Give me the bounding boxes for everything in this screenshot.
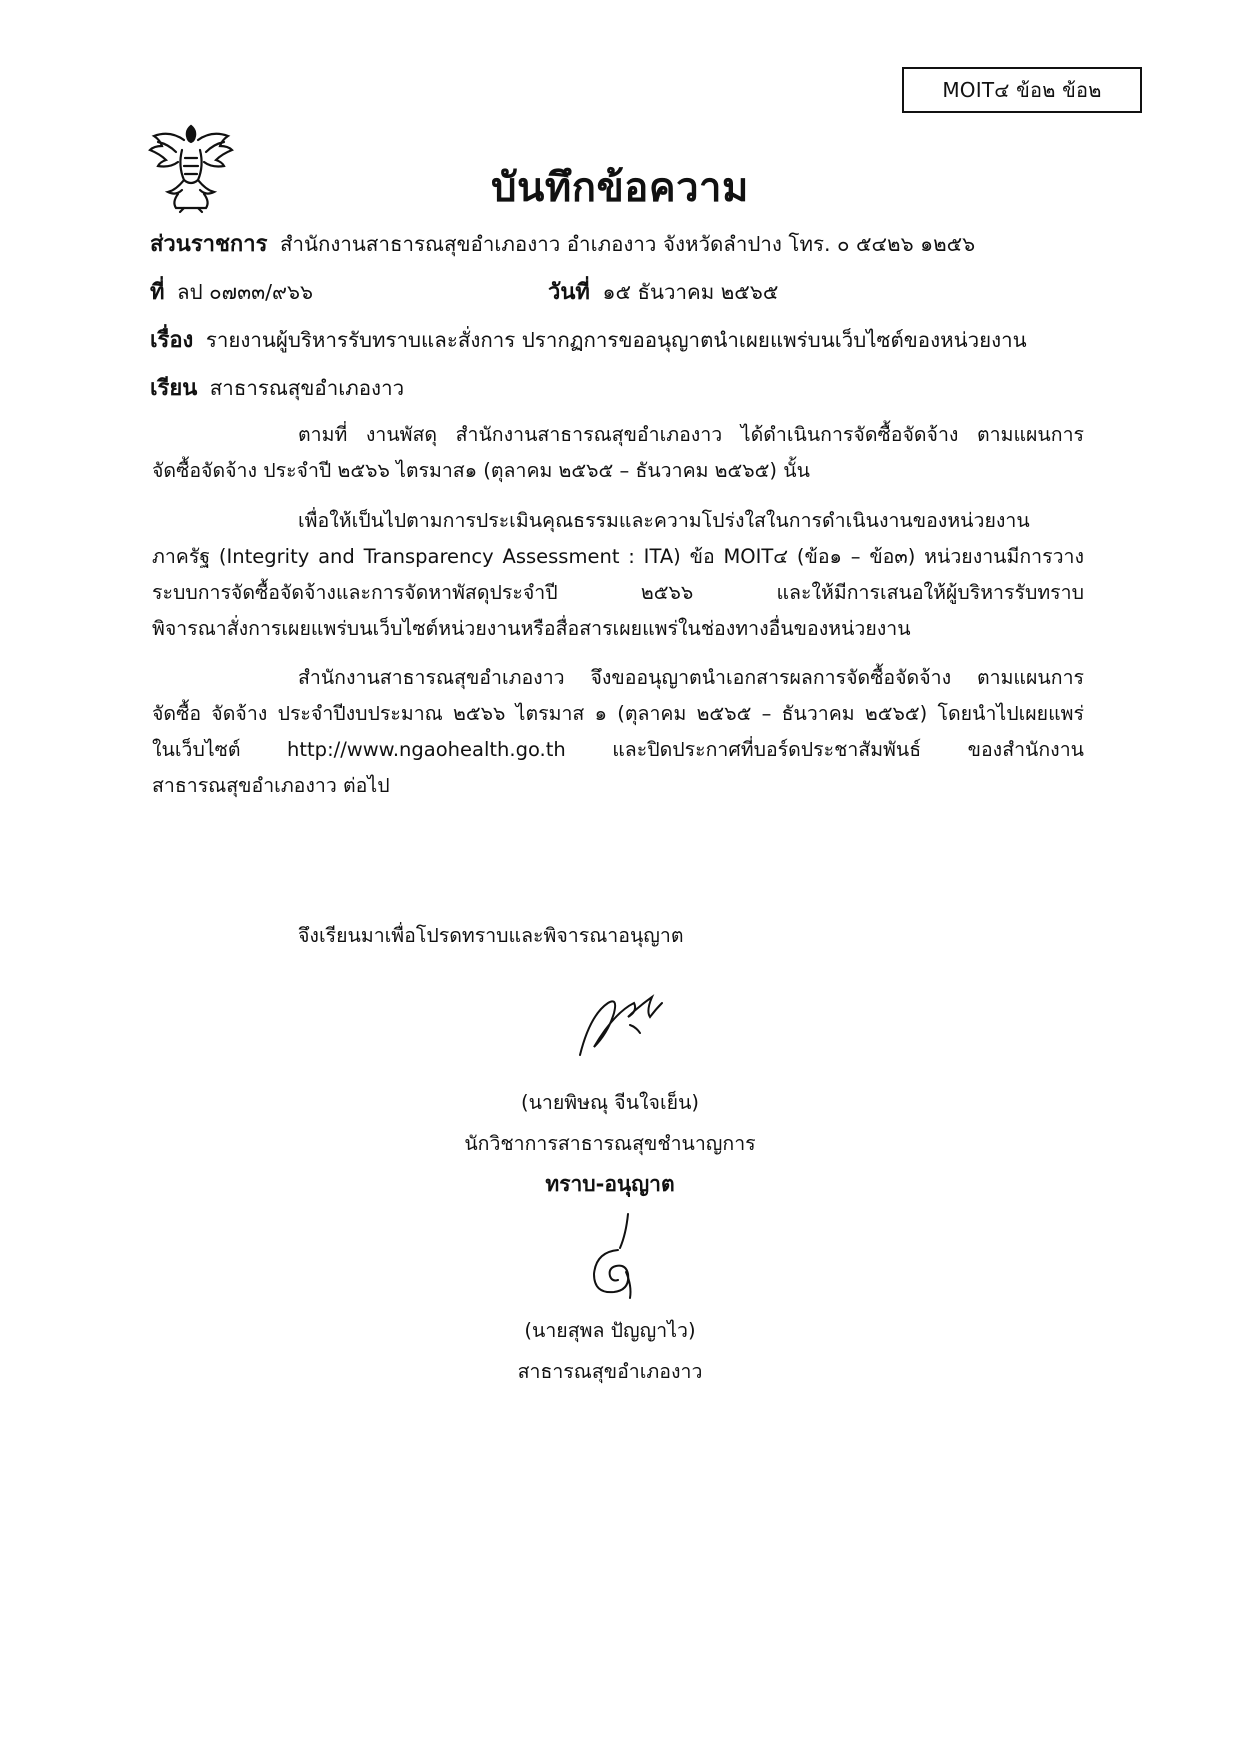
signature-1 [570, 985, 680, 1065]
paragraph-line: ตามที่ งานพัสดุ สำนักงานสาธารณสุขอำเภองาว ได้ดำเนินการจัดซื้อจัดจ้าง ตามแผนการ [298, 423, 1084, 446]
paragraph-line: เพื่อให้เป็นไปตามการประเมินคุณธรรมและความโปร่งใสในการดำเนินงานของหน่วยงาน [298, 509, 1030, 532]
date-line [548, 274, 778, 309]
approval-note: ทราบ-อนุญาต [545, 1172, 675, 1196]
signer-1-position: นักวิชาการสาธารณสุขชำนาญการ [464, 1132, 756, 1155]
salutation-value: สาธารณสุขอำเภองาว [209, 376, 405, 400]
reference-code: MOIT๔ ข้อ๒ ข้อ๒ [942, 78, 1102, 102]
signer-1-block [440, 1082, 780, 1205]
date-value: ๑๕ ธันวาคม ๒๕๖๕ [602, 280, 779, 304]
paragraph-line: ภาครัฐ (Integrity and Transparency Assessment : ITA) ข้อ MOIT๔ (ข้อ๑ – ข้อ๓) หน่วยงานมีการวาง [152, 545, 1084, 568]
paragraph-line: ระบบการจัดซื้อจัดจ้างและการจัดหาพัสดุประจำปี ๒๕๖๖ และให้มีการเสนอให้ผู้บริหารรับทราบ [152, 581, 1084, 604]
signer-1-name: (นายพิษณุ จีนใจเย็น) [520, 1091, 700, 1114]
subject-value: รายงานผู้บริหารรับทราบและสั่งการ ปรากฏการขออนุญาตนำเผยแพร่บนเว็บไซต์ของหน่วยงาน [205, 328, 1027, 352]
subject-label: เรื่อง [150, 328, 194, 353]
signature-2 [578, 1210, 648, 1305]
signer-2-position: สาธารณสุขอำเภองาว [517, 1360, 703, 1383]
reference-code-box [902, 67, 1142, 113]
doc-number-value: ลป ๐๗๓๓/๙๖๖ [177, 280, 314, 304]
memo-title: บันทึกข้อความ [491, 165, 749, 211]
closing-line: จึงเรียนมาเพื่อโปรดทราบและพิจารณาอนุญาต [298, 924, 684, 947]
agency-value: สำนักงานสาธารณสุขอำเภองาว อำเภองาว จังหวัดลำปาง โทร. ๐ ๕๔๒๖ ๑๒๕๖ [279, 232, 976, 256]
paragraph-line: สาธารณสุขอำเภองาว ต่อไป [152, 774, 390, 797]
paragraph-line: จัดซื้อ จัดจ้าง ประจำปีงบประมาณ ๒๕๖๖ ไตรมาส ๑ (ตุลาคม ๒๕๖๕ – ธันวาคม ๒๕๖๕) โดยนำไปเผยแพร่ [152, 702, 1084, 725]
agency-label: ส่วนราชการ [150, 232, 268, 257]
subject-line [150, 322, 1027, 357]
paragraph-line: จัดซื้อจัดจ้าง ประจำปี ๒๕๖๖ ไตรมาส๑ (ตุลาคม ๒๕๖๕ – ธันวาคม ๒๕๖๕) นั้น [152, 459, 810, 482]
agency-line [150, 226, 975, 261]
date-label: วันที่ [548, 280, 590, 305]
paragraph-2 [152, 503, 1084, 647]
salutation-label: เรียน [150, 376, 198, 401]
paragraph-3 [152, 660, 1084, 804]
salutation-line [150, 370, 404, 405]
doc-number-line [150, 274, 313, 309]
doc-number-label: ที่ [150, 280, 165, 305]
paragraph-1 [152, 417, 1084, 489]
paragraph-line: สำนักงานสาธารณสุขอำเภองาว จึงขออนุญาตนำเอกสารผลการจัดซื้อจัดจ้าง ตามแผนการ [298, 666, 1084, 689]
paragraph-line: ในเว็บไซต์ http://www.ngaohealth.go.th และปิดประกาศที่บอร์ดประชาสัมพันธ์ ของสำนักงาน [152, 738, 1084, 761]
paragraph-line: พิจารณาสั่งการเผยแพร่บนเว็บไซต์หน่วยงานหรือสื่อสารเผยแพร่ในช่องทางอื่นของหน่วยงาน [152, 617, 911, 640]
signer-2-block [440, 1310, 780, 1392]
signer-2-name: (นายสุพล ปัญญาไว) [524, 1319, 696, 1342]
